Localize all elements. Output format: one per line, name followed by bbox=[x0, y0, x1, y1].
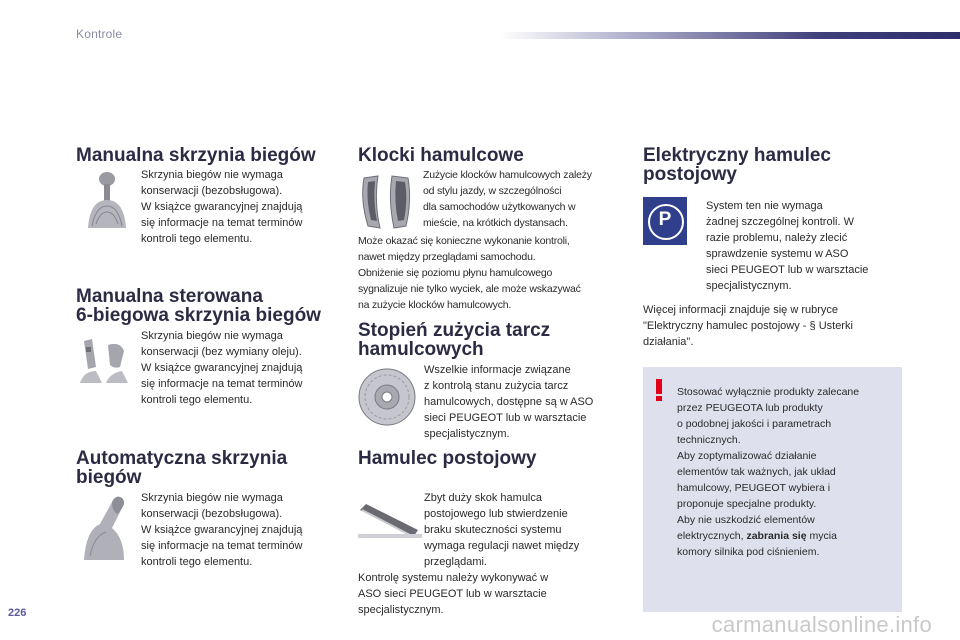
heading-automatic-line2: biegów bbox=[76, 467, 142, 488]
brake-pads-intro: Zużycie klocków hamulcowych zależy od stylu jazdy, w szczególności dla samochodów użytkowanych w mieście, na krótkich dystansach. bbox=[423, 169, 592, 229]
heading-discs-line1: Stopień zużycia tarcz bbox=[358, 320, 551, 341]
warning-text bbox=[677, 384, 899, 560]
watermark: carmanualsonline.info bbox=[711, 612, 932, 637]
heading-manual-gearbox: Manualna skrzynia biegów bbox=[76, 145, 316, 166]
brake-pads-icon bbox=[358, 170, 416, 232]
parking-brake-text: Kontrolę systemu należy wykonywać w ASO sieci PEUGEOT lub w warsztacie specjalistycznym. bbox=[358, 572, 549, 616]
header-bar bbox=[500, 32, 960, 39]
epb-letter: P bbox=[658, 209, 672, 230]
brake-pads-text: Może okazać się konieczne wykonanie kontroli, nawet między przeglądami samochodu. Obniżenie się poziomu płynu hamulcowego sygnalizuje nie tylko wyciek, ale może wskazywać na zużycie klocków hamulcowych. bbox=[358, 235, 581, 311]
warning-text-bold: zabrania się bbox=[746, 529, 807, 542]
manual-gearbox-text: Skrzynia biegów nie wymaga konserwacji (bezobsługowa). W książce gwarancyjnej znajdują się informacje na temat terminów kontroli tego elementu. bbox=[141, 169, 303, 245]
heading-epb-line2: postojowy bbox=[643, 164, 737, 185]
warning-box bbox=[643, 367, 902, 612]
manual-gear-lever-icon bbox=[80, 170, 130, 232]
epb-button-icon bbox=[643, 197, 687, 245]
heading-discs-line2: hamulcowych bbox=[358, 339, 484, 360]
warning-text-main: Stosować wyłącznie produkty zalecane przez PEUGEOTA lub produkty o podobnej jakości i parametrach technicznych. Aby zoptymalizować działanie elementów tak ważnych, jak układ hamulcowy, PEUGEOT wybiera i proponuje specjalne produkty. Aby nie uszkodzić elementów elektrycznych, bbox=[677, 385, 860, 542]
automatic-selector-icon bbox=[78, 490, 130, 564]
steering-paddles-icon bbox=[76, 337, 132, 387]
parking-brake-intro: Zbyt duży skok hamulca postojowego lub stwierdzenie braku skuteczności systemu wymaga regulacji nawet między przeglądami. bbox=[424, 492, 580, 568]
warning-text-tail: mycia komory silnika pod ciśnieniem. bbox=[677, 529, 837, 558]
parking-brake-lever-icon bbox=[356, 500, 422, 540]
section-title: Kontrole bbox=[76, 27, 123, 41]
semi-auto-gearbox-text: Skrzynia biegów nie wymaga konserwacji (bez wymiany oleju). W książce gwarancyjnej znajdują się informacje na temat terminów kontroli tego elementu. bbox=[141, 330, 303, 406]
heading-parking-brake: Hamulec postojowy bbox=[358, 448, 537, 469]
automatic-gearbox-text: Skrzynia biegów nie wymaga konserwacji (bezobsługowa). W książce gwarancyjnej znajdują się informacje na temat terminów kontroli tego elementu. bbox=[141, 492, 303, 568]
epb-more-info: Więcej informacji znajduje się w rubryce "Elektryczny hamulec postojowy - § Usterki działania". bbox=[643, 304, 853, 348]
exclamation-icon bbox=[655, 379, 663, 401]
epb-text: System ten nie wymaga żadnej szczególnej kontroli. W razie problemu, należy zlecić sprawdzenie systemu w ASO sieci PEUGEOT lub w warsztacie specjalistycznym. bbox=[706, 200, 869, 292]
brake-discs-text: Wszelkie informacje związane z kontrolą stanu zużycia tarcz hamulcowych, dostępne są w ASO sieci PEUGEOT lub w warsztacie specjalistycznym. bbox=[424, 364, 594, 440]
brake-disc-icon bbox=[356, 366, 418, 428]
heading-automatic-line1: Automatyczna skrzynia bbox=[76, 448, 288, 469]
heading-semi-auto-line1: Manualna sterowana bbox=[76, 286, 263, 307]
heading-epb-line1: Elektryczny hamulec bbox=[643, 145, 831, 166]
heading-semi-auto-line2: 6-biegowa skrzynia biegów bbox=[76, 305, 321, 326]
page-number: 226 bbox=[8, 607, 27, 619]
heading-brake-pads: Klocki hamulcowe bbox=[358, 145, 524, 166]
